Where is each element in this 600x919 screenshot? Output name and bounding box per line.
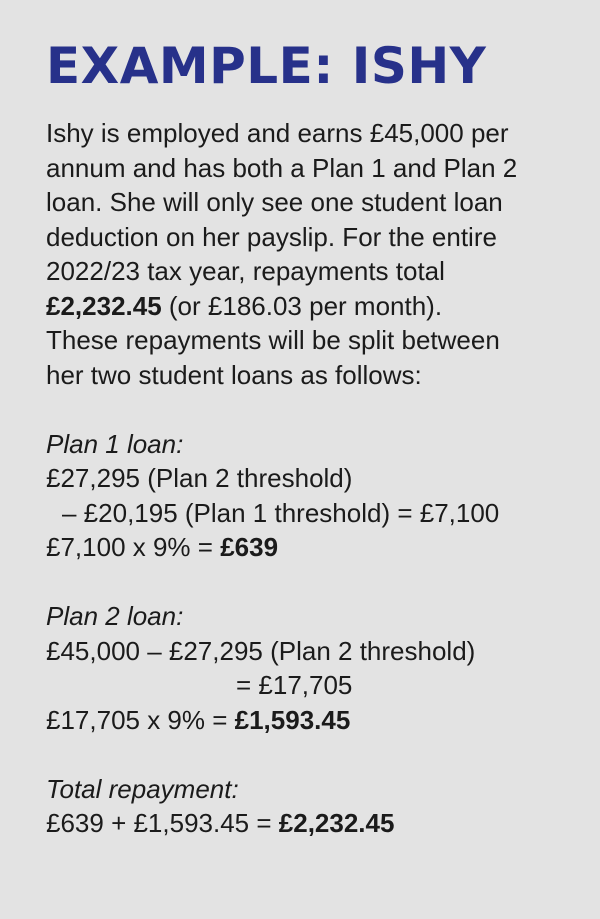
plan2-heading: Plan 2 loan:	[46, 601, 184, 631]
plan1-line: – £20,195 (Plan 1 threshold) = £7,100	[62, 497, 500, 528]
plan2-line: = £17,705	[236, 670, 353, 700]
intro-line: These repayments will be split between	[46, 325, 500, 355]
example-title: EXAMPLE: ISHY	[46, 37, 487, 95]
intro-total-amount: £2,232.45	[46, 290, 162, 321]
spacer	[46, 392, 560, 427]
total-calc-result: £2,232.45	[278, 808, 395, 838]
total-calc-expression: £639 + £1,593.45 =	[46, 808, 279, 838]
plan2-calc	[46, 703, 560, 738]
plan2-line: £45,000 – £27,295 (Plan 2 threshold)	[46, 635, 476, 666]
plan1-line: £27,295 (Plan 2 threshold)	[46, 463, 353, 493]
intro-line: loan. She will only see one student loan	[46, 187, 503, 217]
intro-line: 2022/23 tax year, repayments total	[46, 256, 445, 286]
plan1-calc-expression: £7,100 x 9% =	[46, 532, 221, 562]
plan1-calc-result: £639	[220, 532, 279, 562]
intro-total-note: (or £186.03 per month).	[161, 290, 443, 321]
plan1-heading: Plan 1 loan:	[46, 428, 184, 459]
spacer	[46, 565, 560, 600]
intro-line: deduction on her payslip. For the entire	[46, 221, 497, 252]
plan1-calc	[46, 530, 560, 565]
intro-line: Ishy is employed and earns £45,000 per	[46, 118, 509, 148]
intro-line: annum and has both a Plan 1 and Plan 2	[46, 152, 518, 183]
intro-total-line	[46, 289, 560, 324]
intro-line: her two student loans as follows:	[46, 359, 422, 390]
spacer	[46, 737, 560, 772]
total-calc	[46, 806, 560, 841]
intro-paragraph	[46, 116, 560, 841]
total-heading: Total repayment:	[46, 773, 239, 804]
plan2-calc-result: £1,593.45	[234, 704, 351, 735]
plan2-calc-expression: £17,705 x 9% =	[46, 704, 235, 735]
